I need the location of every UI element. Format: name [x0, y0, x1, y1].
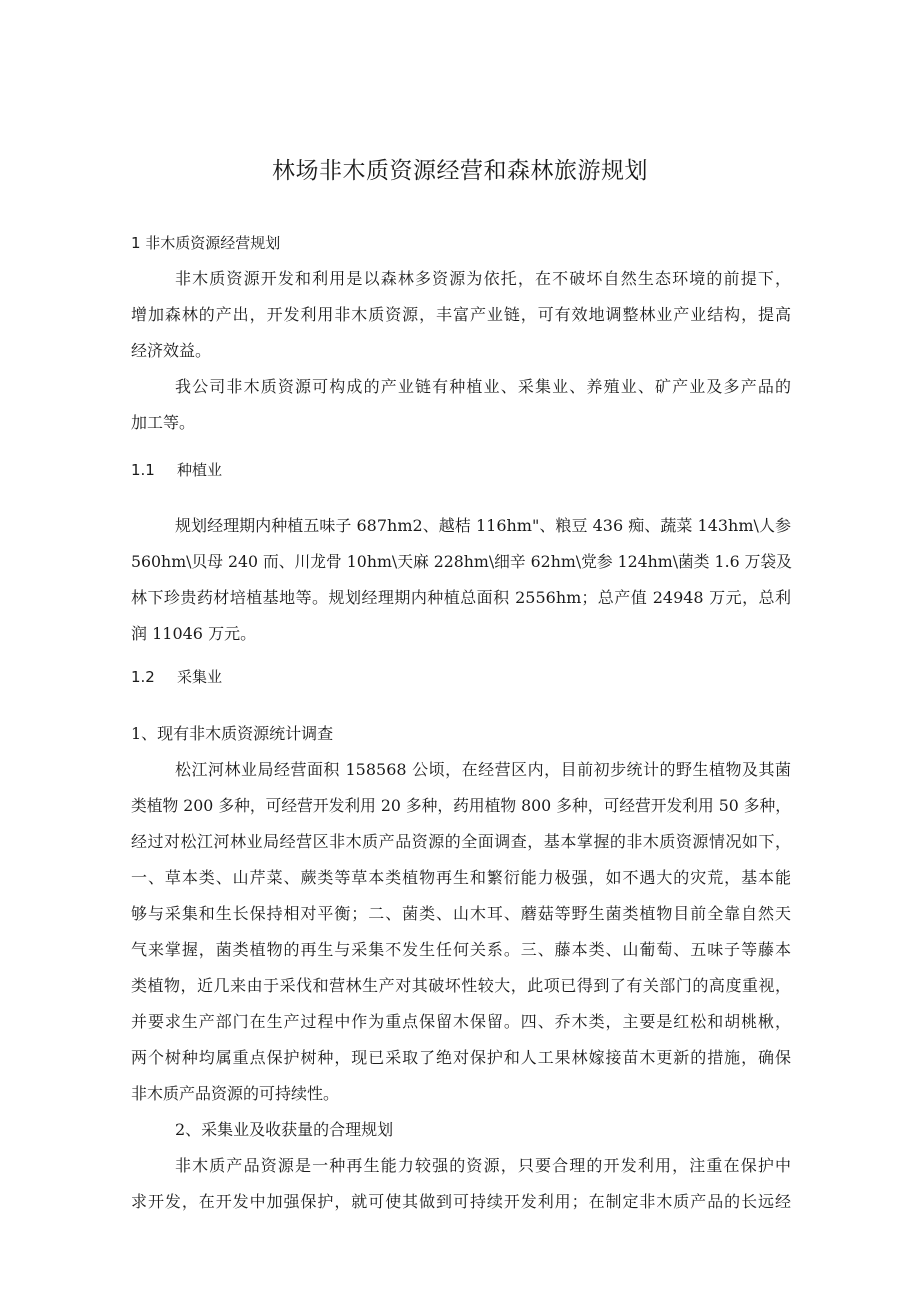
paragraph-line: 气来掌握，菌类植物的再生与采集不发生任何关系。三、藤本类、山葡萄、五味子等藤本	[131, 940, 791, 959]
paragraph-line: 增加森林的产出，开发利用非木质资源，丰富产业链，可有效地调整林业产业结构，提高	[131, 305, 791, 324]
paragraph-line: 规划经理期内种植五味子 687hm2、越桔 116hm"、粮豆 436 痴、蔬菜 143hm\人参	[175, 516, 791, 535]
paragraph-line: 经过对松江河林业局经营区非木质产品资源的全面调查，基本掌握的非木质资源情况如下，	[131, 832, 791, 851]
paragraph-line: 560hm\贝母 240 而、川龙骨 10hm\天麻 228hm\细辛 62hm\党参 124hm\菌类 1.6 万袋及	[131, 552, 792, 571]
paragraph-line: 润 11046 万元。	[131, 624, 257, 643]
paragraph-line: 类植物 200 多种，可经营开发利用 20 多种，药用植物 800 多种，可经营开发利用 50 多种，	[131, 796, 792, 815]
subsection-number: 1.2	[131, 668, 155, 686]
paragraph-line: 并要求生产部门在生产过程中作为重点保留木保留。四、乔木类，主要是红松和胡桃楸，	[131, 1012, 791, 1031]
paragraph-line: 我公司非木质资源可构成的产业链有种植业、采集业、养殖业、矿产业及多产品的	[175, 377, 791, 396]
paragraph-line: 一、草本类、山芹菜、蕨类等草本类植物再生和繁衍能力极强，如不遇大的灾荒，基本能	[131, 868, 791, 887]
paragraph-line: 求开发，在开发中加强保护，就可使其做到可持续开发利用；在制定非木质产品的长远经	[131, 1192, 791, 1211]
sub-heading: 2、采集业及收获量的合理规划	[175, 1120, 394, 1139]
paragraph-line: 够与采集和生长保持相对平衡；二、菌类、山木耳、蘑菇等野生菌类植物目前全靠自然天	[131, 904, 791, 923]
subsection-heading	[131, 460, 791, 480]
subsection-number: 1.1	[131, 461, 155, 479]
paragraph-line: 松江河林业局经营面积 158568 公顷，在经营区内，目前初步统计的野生植物及其菌	[175, 760, 791, 779]
paragraph-line: 非木质产品资源是一种再生能力较强的资源，只要合理的开发利用，注重在保护中	[175, 1156, 791, 1175]
document-title: 林场非木质资源经营和森林旅游规划	[272, 158, 648, 184]
subsection-label: 采集业	[177, 668, 223, 686]
paragraph-line: 林下珍贵药材培植基地等。规划经理期内种植总面积 2556hm；总产值 24948 万元，总利	[131, 588, 791, 607]
paragraph-line: 加工等。	[131, 413, 196, 432]
paragraph-line: 两个树种均属重点保护树种，现已采取了绝对保护和人工果林嫁接苗木更新的措施，确保	[131, 1048, 791, 1067]
paragraph-line: 类植物，近几来由于采伐和营林生产对其破坏性较大，此项已得到了有关部门的高度重视，	[131, 976, 791, 995]
sub-heading: 1、现有非木质资源统计调查	[131, 724, 334, 743]
section-heading: 1 非木质资源经营规划	[131, 234, 281, 252]
paragraph-line: 经济效益。	[131, 341, 212, 360]
subsection-heading	[131, 667, 791, 687]
subsection-label: 种植业	[177, 461, 223, 479]
paragraph-line: 非木质资源开发和利用是以森林多资源为依托，在不破坏自然生态环境的前提下，	[175, 269, 791, 288]
paragraph-line: 非木质产品资源的可持续性。	[131, 1084, 340, 1103]
